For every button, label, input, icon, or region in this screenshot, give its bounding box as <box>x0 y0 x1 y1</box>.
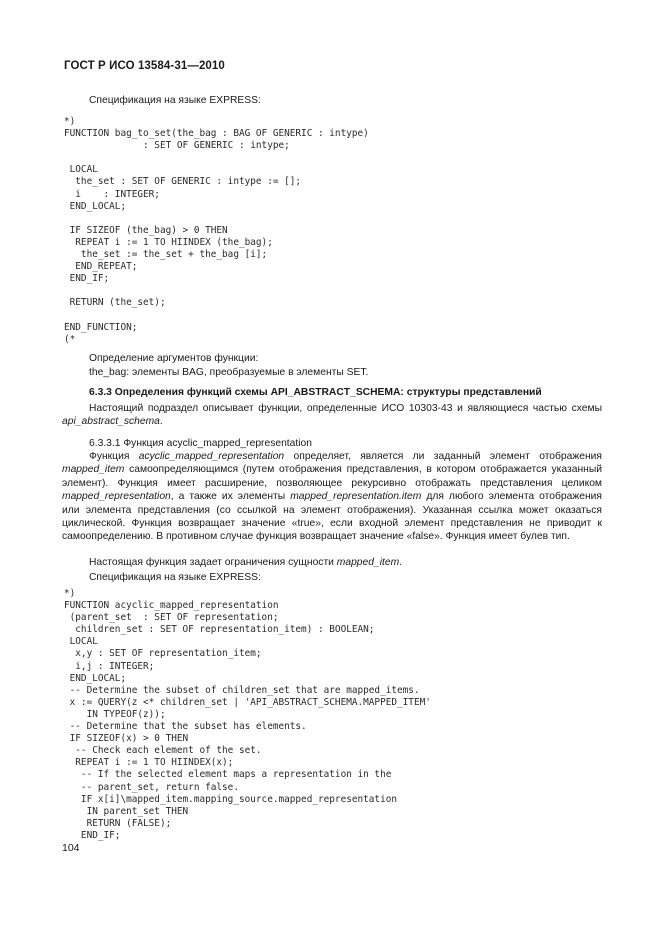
subsection-heading: 6.3.3.1 Функция acyclic_mapped_representation <box>89 438 312 449</box>
spec-label-2: Спецификация на языке EXPRESS: <box>89 572 261 583</box>
section-heading: 6.3.3 Определения функций схемы API_ABSTRACT_SCHEMA: структуры представлений <box>89 387 542 398</box>
express-code-bag-to-set: *) FUNCTION bag_to_set(the_bag : BAG OF GENERIC : intype) : SET OF GENERIC : intype; LOCAL the_set : SET OF GENERIC : intype := []; i : INTEGER; END_LOCAL; IF SIZEOF (the_bag) > 0 THEN REPEAT i := 1 TO HIINDEX (the_bag); the_set := the_set + the_bag [i]; END_REPEAT; END_IF; RETURN (the_set); END_FUNCTION; (* <box>64 116 369 345</box>
function-description: Функция acyclic_mapped_representation определяет, является ли заданный элемент отображения mapped_item самоопределяющимся (путем отображения представления, в котором отображается указанный элемент). Функция имеет расширение, позволяющее рекурсивно отображать представления целиком mapped_representation, а также их элементы mapped_representation.item для любого элемента отображения или элемента представления (со ссылкой на элемент отображения). Указанная ссылка может оказаться циклической. Функция возвращает значение «true», если входной элемент представления не приводит к самоопределению. В противном случае функция возвращает значение «false». Функция имеет булев тип. <box>62 451 602 543</box>
express-code-acyclic: *) FUNCTION acyclic_mapped_representation (parent_set : SET OF representation; children_set : SET OF representation_item) : BOOLEAN; LOCAL x,y : SET OF representation_item; i,j : INTEGER; END_LOCAL; -- Determine the subset of children_set that are mapped_items. x := QUERY(z <* children_set | 'API_ABSTRACT_SCHEMA.MAPPED_ITEM' IN TYPEOF(z)); -- Determine that the subset has elements. IF SIZEOF(x) > 0 THEN -- Check each element of the set. REPEAT i := 1 TO HIINDEX(x); -- If the selected element maps a representation in the -- parent_set, return false. IF x[i]\mapped_item.mapping_source.mapped_representation IN parent_set THEN RETURN (FALSE); END_IF; <box>64 588 431 841</box>
args-title: Определение аргументов функции: <box>89 353 259 364</box>
spec-label-1: Спецификация на языке EXPRESS: <box>89 95 261 106</box>
page-number: 104 <box>62 842 80 854</box>
constraint-line: Настоящая функция задает ограничения сущности mapped_item. <box>89 557 403 568</box>
section-intro: Настоящий подраздел описывает функции, определенные ИСО 10303-43 и являющиеся частью схемы api_abstract_schema. <box>62 403 602 428</box>
args-line: the_bag: элементы BAG, преобразуемые в элементы SET. <box>89 367 369 378</box>
page-header: ГОСТ Р ИСО 13584-31—2010 <box>64 60 225 72</box>
